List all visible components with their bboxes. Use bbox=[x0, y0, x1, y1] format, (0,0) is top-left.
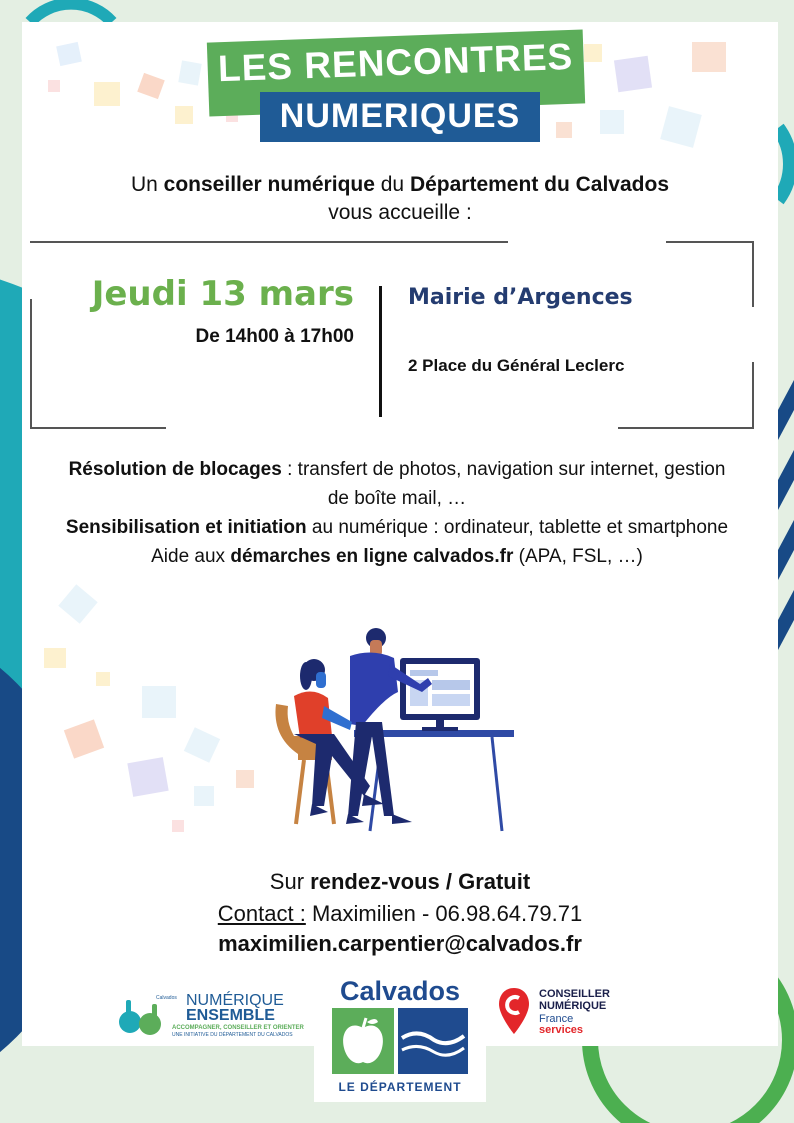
calvados-emblem bbox=[332, 1008, 468, 1074]
frame-top-left-line bbox=[30, 241, 508, 243]
numerique-line2: ENSEMBLE bbox=[186, 1007, 275, 1024]
intro-line2: vous accueille : bbox=[328, 201, 472, 224]
numerique-tagline-2: UNE INITIATIVE DU DÉPARTEMENT DU CALVADOS bbox=[172, 1032, 293, 1038]
frame-bottom-right-line bbox=[618, 427, 754, 429]
title-line2-banner bbox=[260, 92, 540, 142]
location-pin-icon bbox=[497, 986, 531, 1036]
event-date: Jeudi 13 mars bbox=[91, 274, 354, 314]
cn-line4: services bbox=[539, 1024, 584, 1036]
title-line1: LES RENCONTRES bbox=[217, 35, 574, 90]
frame-left-line bbox=[30, 299, 32, 429]
apple-icon bbox=[332, 1008, 394, 1074]
frame-right-lower-line bbox=[752, 362, 754, 429]
event-address: 2 Place du Général Leclerc bbox=[408, 356, 625, 375]
frame-right-upper-line bbox=[752, 241, 754, 307]
event-venue: Mairie d’Argences bbox=[408, 285, 633, 310]
people-computer-illustration bbox=[272, 626, 532, 836]
calvados-logo bbox=[314, 972, 486, 1102]
cn-line2: NUMÉRIQUE bbox=[539, 1000, 607, 1012]
waves-icon bbox=[398, 1008, 468, 1074]
event-divider bbox=[379, 286, 382, 417]
calvados-sub: LE DÉPARTEMENT bbox=[338, 1080, 462, 1094]
numerique-tagline: ACCOMPAGNER, CONSEILLER ET ORIENTER bbox=[172, 1025, 304, 1031]
service-item-2: Sensibilisation et initiation au numérique : ordinateur, tablette et smartphone bbox=[65, 517, 729, 538]
cn-line3: France bbox=[539, 1013, 574, 1025]
numerique-ensemble-logo bbox=[116, 992, 312, 1040]
service-item-3: Aide aux démarches en ligne calvados.fr (APA, FSL, …) bbox=[151, 546, 643, 567]
numerique-small-label: Calvados bbox=[156, 995, 177, 1001]
frame-top-right-line bbox=[666, 241, 754, 243]
contact-info: Contact : Maximilien - 06.98.64.79.71 bbox=[217, 901, 583, 926]
calvados-name: Calvados bbox=[339, 976, 461, 1006]
contact-email[interactable]: maximilien.carpentier@calvados.fr bbox=[218, 931, 582, 956]
booking-info: Sur rendez-vous / Gratuit bbox=[269, 869, 531, 894]
intro-line1: Un conseiller numérique du Département du Calvados bbox=[130, 173, 670, 196]
frame-bottom-left-line bbox=[30, 427, 166, 429]
service-item-1: Résolution de blocages : transfert de photos, navigation sur internet, gestion bbox=[68, 459, 726, 480]
title-line2: NUMERIQUES bbox=[279, 97, 521, 135]
conseiller-numerique-logo bbox=[497, 986, 637, 1040]
event-hours: De 14h00 à 17h00 bbox=[195, 326, 354, 347]
numerique-line1: NUMÉRIQUE bbox=[186, 992, 284, 1009]
service-item-1-continued: de boîte mail, … bbox=[327, 488, 467, 509]
cn-line1: CONSEILLER bbox=[539, 988, 610, 1000]
